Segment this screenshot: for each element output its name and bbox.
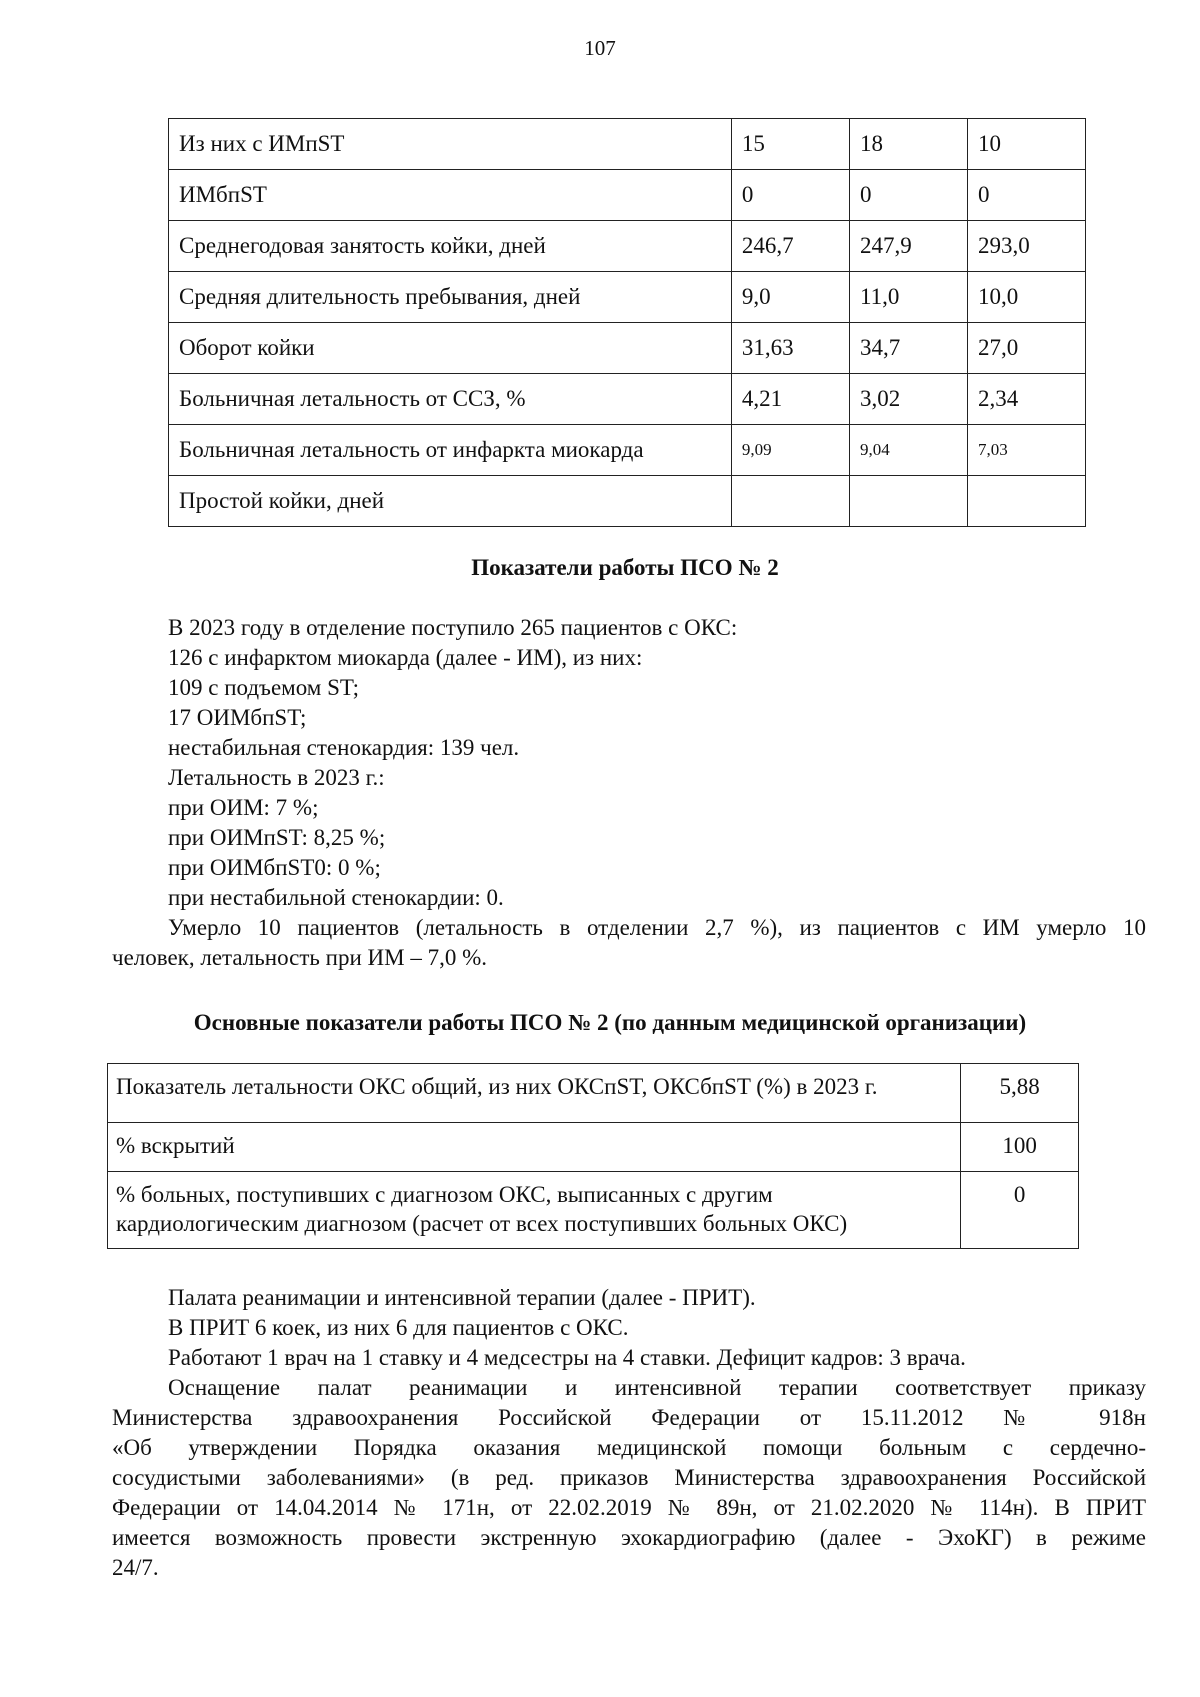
text-line: Федерации от 14.04.2014 № 171н, от 22.02.2019 № 89н, от 21.02.2020 № 114н). В ПРИТ <box>112 1495 1146 1520</box>
pso2-summary-text <box>112 613 1146 973</box>
value-cell: 3,02 <box>849 374 967 425</box>
row-label-cell: Оборот койки <box>169 323 732 374</box>
text-line: 109 с подъемом ST; <box>168 675 360 700</box>
text-line: имеется возможность провести экстренную эхокардиографию (далее - ЭхоКГ) в режиме <box>112 1525 1146 1550</box>
text-line: Палата реанимации и интенсивной терапии (далее - ПРИТ). <box>168 1285 756 1310</box>
text-line: человек, летальность при ИМ – 7,0 %. <box>112 945 487 970</box>
section-heading-pso2-main-indicators: Основные показатели работы ПСО № 2 (по данным медицинской организации) <box>193 1010 1027 1035</box>
value-cell: 10,0 <box>967 272 1085 323</box>
value-cell: 7,03 <box>967 425 1085 476</box>
table-row <box>169 476 1086 527</box>
value-cell: 10 <box>967 119 1085 170</box>
text-line: Летальность в 2023 г.: <box>168 765 385 790</box>
indicator-value-cell: 100 <box>961 1123 1079 1172</box>
value-cell: 2,34 <box>967 374 1085 425</box>
text-line: Министерства здравоохранения Российской Федерации от 15.11.2012 № 918н <box>112 1405 1146 1430</box>
value-cell: 18 <box>849 119 967 170</box>
table-row <box>169 425 1086 476</box>
row-label-cell: Больничная летальность от ССЗ, % <box>169 374 732 425</box>
value-cell <box>967 476 1085 527</box>
value-cell: 34,7 <box>849 323 967 374</box>
table-row <box>169 374 1086 425</box>
table-row <box>169 272 1086 323</box>
text-line: Оснащение палат реанимации и интенсивной терапии соответствует приказу <box>168 1375 1146 1400</box>
indicator-label-cell: Показатель летальности ОКС общий, из них ОКСпST, ОКСбпST (%) в 2023 г. <box>108 1064 961 1123</box>
value-cell: 9,09 <box>731 425 849 476</box>
table-row <box>169 221 1086 272</box>
row-label-cell: Простой койки, дней <box>169 476 732 527</box>
value-cell: 31,63 <box>731 323 849 374</box>
text-line: В ПРИТ 6 коек, из них 6 для пациентов с ОКС. <box>168 1315 629 1340</box>
value-cell <box>849 476 967 527</box>
table-row <box>108 1064 1079 1123</box>
indicator-label-cell: % вскрытий <box>108 1123 961 1172</box>
value-cell <box>731 476 849 527</box>
text-line: В 2023 году в отделение поступило 265 пациентов с ОКС: <box>168 615 738 640</box>
value-cell: 0 <box>849 170 967 221</box>
indicator-label-cell: % больных, поступивших с диагнозом ОКС, выписанных с другим кардиологическим диагнозом (расчет от всех поступивших больных ОКС) <box>108 1172 961 1249</box>
table-row <box>169 170 1086 221</box>
table-row <box>108 1172 1079 1249</box>
text-line: Работают 1 врач на 1 ставку и 4 медсестры на 4 ставки. Дефицит кадров: 3 врача. <box>168 1345 966 1370</box>
prit-description-text <box>112 1283 1146 1583</box>
value-cell: 246,7 <box>731 221 849 272</box>
row-label-cell: ИМбпST <box>169 170 732 221</box>
value-cell: 0 <box>967 170 1085 221</box>
text-line: 126 с инфарктом миокарда (далее - ИМ), из них: <box>168 645 643 670</box>
text-line: при ОИМ: 7 %; <box>168 795 319 820</box>
value-cell: 15 <box>731 119 849 170</box>
value-cell: 11,0 <box>849 272 967 323</box>
text-line: нестабильная стенокардия: 139 чел. <box>168 735 520 760</box>
row-label-cell: Средняя длительность пребывания, дней <box>169 272 732 323</box>
page-number: 107 <box>584 36 616 60</box>
value-cell: 9,0 <box>731 272 849 323</box>
value-cell: 27,0 <box>967 323 1085 374</box>
row-label-cell: Среднегодовая занятость койки, дней <box>169 221 732 272</box>
text-line: 17 ОИМбпST; <box>168 705 307 730</box>
indicator-value-cell: 5,88 <box>961 1064 1079 1123</box>
table-row <box>108 1123 1079 1172</box>
text-line: при ОИМбпST0: 0 %; <box>168 855 381 880</box>
pso2-indicators-table <box>107 1063 1079 1249</box>
table-row <box>169 119 1086 170</box>
value-cell: 4,21 <box>731 374 849 425</box>
text-line: 24/7. <box>112 1555 159 1580</box>
text-line: сосудистыми заболеваниями» (в ред. приказов Министерства здравоохранения Российской <box>112 1465 1146 1490</box>
value-cell: 0 <box>731 170 849 221</box>
row-label-cell: Больничная летальность от инфаркта миокарда <box>169 425 732 476</box>
text-line: Умерло 10 пациентов (летальность в отделении 2,7 %), из пациентов с ИМ умерло 10 <box>168 915 1146 940</box>
row-label-cell: Из них с ИМпST <box>169 119 732 170</box>
value-cell: 247,9 <box>849 221 967 272</box>
indicator-value-cell: 0 <box>961 1172 1079 1249</box>
text-line: при нестабильной стенокардии: 0. <box>168 885 504 910</box>
text-line: «Об утверждении Порядка оказания медицинской помощи больным с сердечно- <box>112 1435 1146 1460</box>
value-cell: 293,0 <box>967 221 1085 272</box>
text-line: при ОИМпST: 8,25 %; <box>168 825 386 850</box>
hospital-stats-table <box>168 118 1086 527</box>
table-row <box>169 323 1086 374</box>
value-cell: 9,04 <box>849 425 967 476</box>
section-heading-pso2: Показатели работы ПСО № 2 <box>471 555 779 580</box>
